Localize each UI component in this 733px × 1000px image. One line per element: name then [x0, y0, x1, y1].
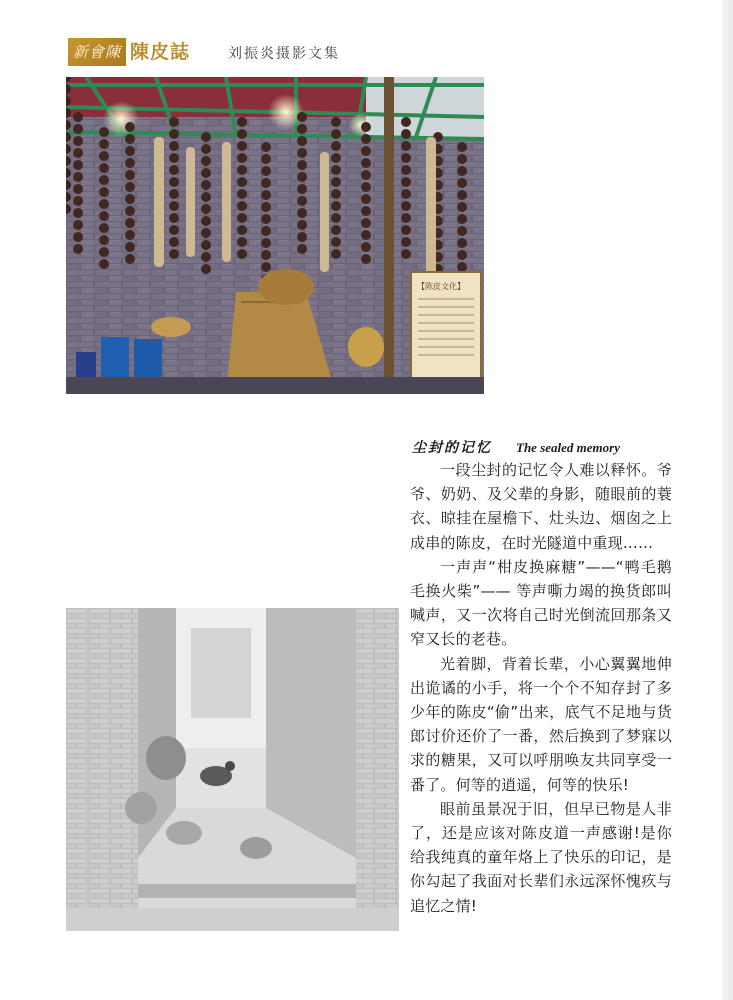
photo-old-alley: [66, 608, 399, 931]
page-edge: [722, 0, 733, 1000]
brand-name: 陳皮誌: [130, 41, 191, 63]
series-name: 刘振炎摄影文集: [228, 46, 340, 62]
article-paragraph: 一段尘封的记忆令人难以释怀。爷爷、奶奶、及父辈的身影，随眼前的蓑衣、晾挂在屋檐下、灶头边、烟囱之上成串的陈皮，在时光隧道中重现……: [410, 461, 672, 552]
photo-old-alley-image: [66, 608, 399, 931]
photo-hanging-peel-image: [66, 77, 484, 394]
sign-title: 【陈皮文化】: [417, 282, 465, 291]
article-title-en: The sealed memory: [516, 440, 620, 455]
article-paragraph: 光着脚，背着长辈，小心翼翼地伸出诡谲的小手，将一个个不知存封了多少年的陈皮“偷”出来，底气不足地与货郎讨价还价了一番，然后换到了梦寐以求的糖果，又可以呼朋唤友共同享受一番了。何等的逍遥，何等的快乐!: [410, 654, 672, 794]
article-paragraph: 一声声“柑皮换麻糖”——“鸭毛鹅毛换火柴”—— 等声嘶力竭的换货郎叫喊声，又一次将自己时光倒流回那条又窄又长的老巷。: [410, 557, 672, 649]
article-title: [412, 437, 712, 459]
article-paragraph: 眼前虽景况于旧，但早已物是人非了，还是应该对陈皮道一声感谢!是你给我纯真的童年烙上了快乐的印记，是你勾起了我面对长辈们永远深怀愧疚与追忆之情!: [410, 799, 672, 915]
brand-logo: 新會陳: [68, 38, 126, 66]
article-body: [410, 458, 672, 918]
header: [68, 38, 388, 68]
article-title-cn: 尘封的记忆: [412, 440, 492, 456]
photo-hanging-peel: [66, 77, 484, 394]
